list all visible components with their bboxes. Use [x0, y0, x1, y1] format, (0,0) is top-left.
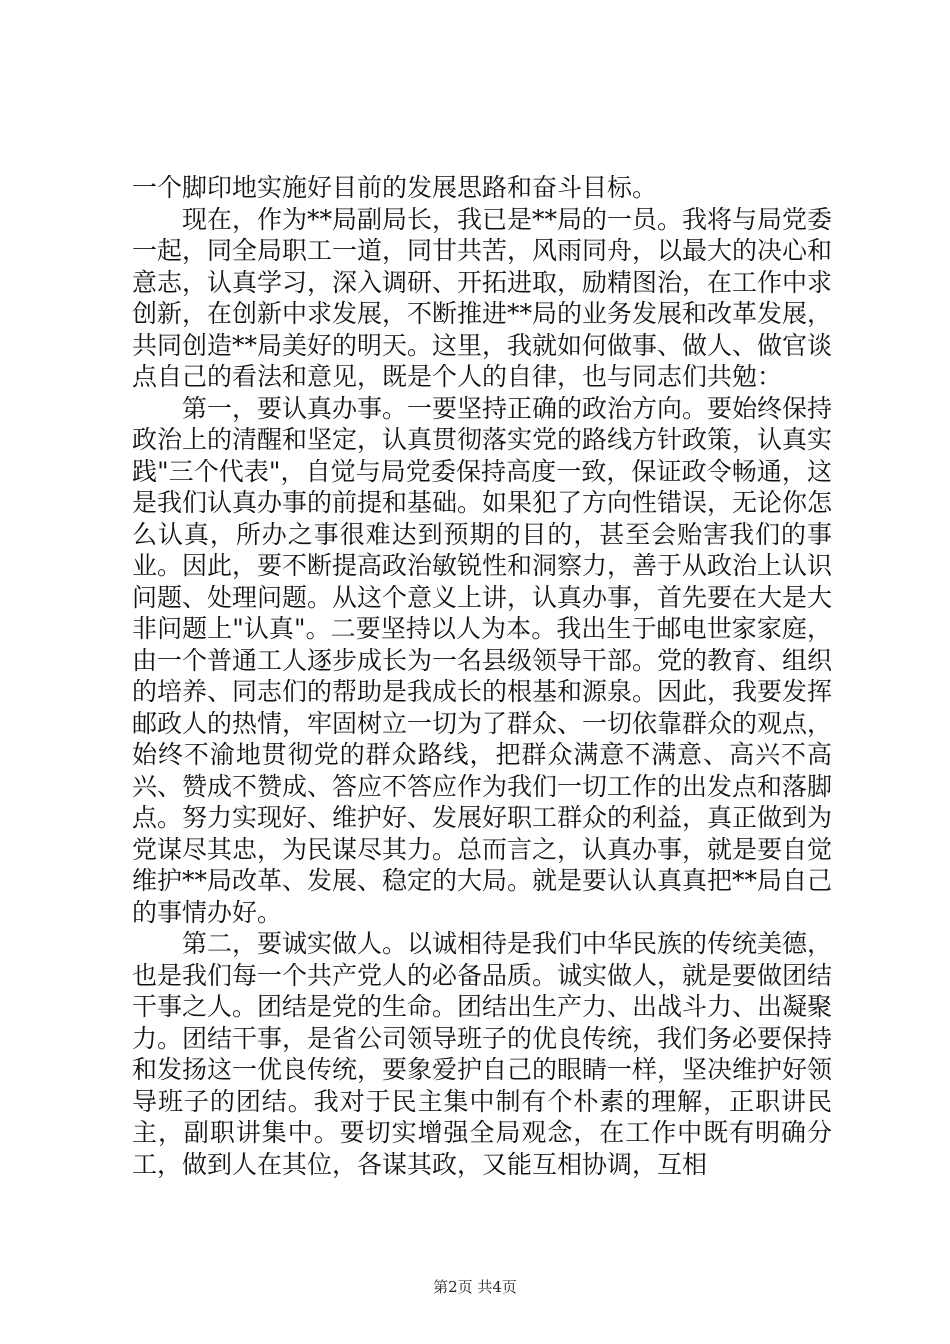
paragraph-second-point: 第二，要诚实做人。以诚相待是我们中华民族的传统美德，也是我们每一个共产党人的必备品质。诚实做人，就是要做团结干事之人。团结是党的生命。团结出生产力、出战斗力、出凝聚力。团结干事，是省公司领导班子的优良传统，我们务必要保持和发扬这一优良传统，要象爱护自己的眼睛一样，坚决维护好领导班子的团结。我对于民主集中制有个朴素的理解，正职讲民主，副职讲集中。要切实增强全局观念，在工作中既有明确分工，做到人在其位，各谋其政，又能互相协调，互相: [132, 929, 833, 1179]
document-body: [132, 172, 832, 1180]
paragraph-continuation: 一个脚印地实施好目前的发展思路和奋斗目标。: [132, 173, 658, 202]
paragraph-first-point: 第一，要认真办事。一要坚持正确的政治方向。要始终保持政治上的清醒和坚定，认真贯彻落实党的路线方针政策，认真实践"三个代表"，自觉与局党委保持高度一致，保证政令畅通，这是我们认真办事的前提和基础。如果犯了方向性错误，无论你怎么认真，所办之事很难达到预期的目的，甚至会贻害我们的事业。因此，要不断提高政治敏锐性和洞察力，善于从政治上认识问题、处理问题。从这个意义上讲，认真办事，首先要在大是大非问题上"认真"。二要坚持以人为本。我出生于邮电世家家庭，由一个普通工人逐步成长为一名县级领导干部。党的教育、组织的培养、同志们的帮助是我成长的根基和源泉。因此，我要发挥邮政人的热情，牢固树立一切为了群众、一切依靠群众的观点，始终不渝地贯彻党的群众路线，把群众满意不满意、高兴不高兴、赞成不赞成、答应不答应作为我们一切工作的出发点和落脚点。努力实现好、维护好、发展好职工群众的利益，真正做到为党谋尽其忠，为民谋尽其力。总而言之，认真办事，就是要自觉维护**局改革、发展、稳定的大局。就是要认认真真把**局自己的事情办好。: [132, 393, 833, 927]
paragraph-introduction: 现在，作为**局副局长，我已是**局的一员。我将与局党委一起，同全局职工一道，同甘共苦，风雨同舟，以最大的决心和意志，认真学习，深入调研、开拓进取，励精图治，在工作中求创新，在创新中求发展，不断推进**局的业务发展和改革发展，共同创造**局美好的明天。这里，我就如何做事、做人、做官谈点自己的看法和意见，既是个人的自律，也与同志们共勉：: [132, 204, 833, 391]
page-footer: 第2页 共4页: [433, 1278, 517, 1296]
